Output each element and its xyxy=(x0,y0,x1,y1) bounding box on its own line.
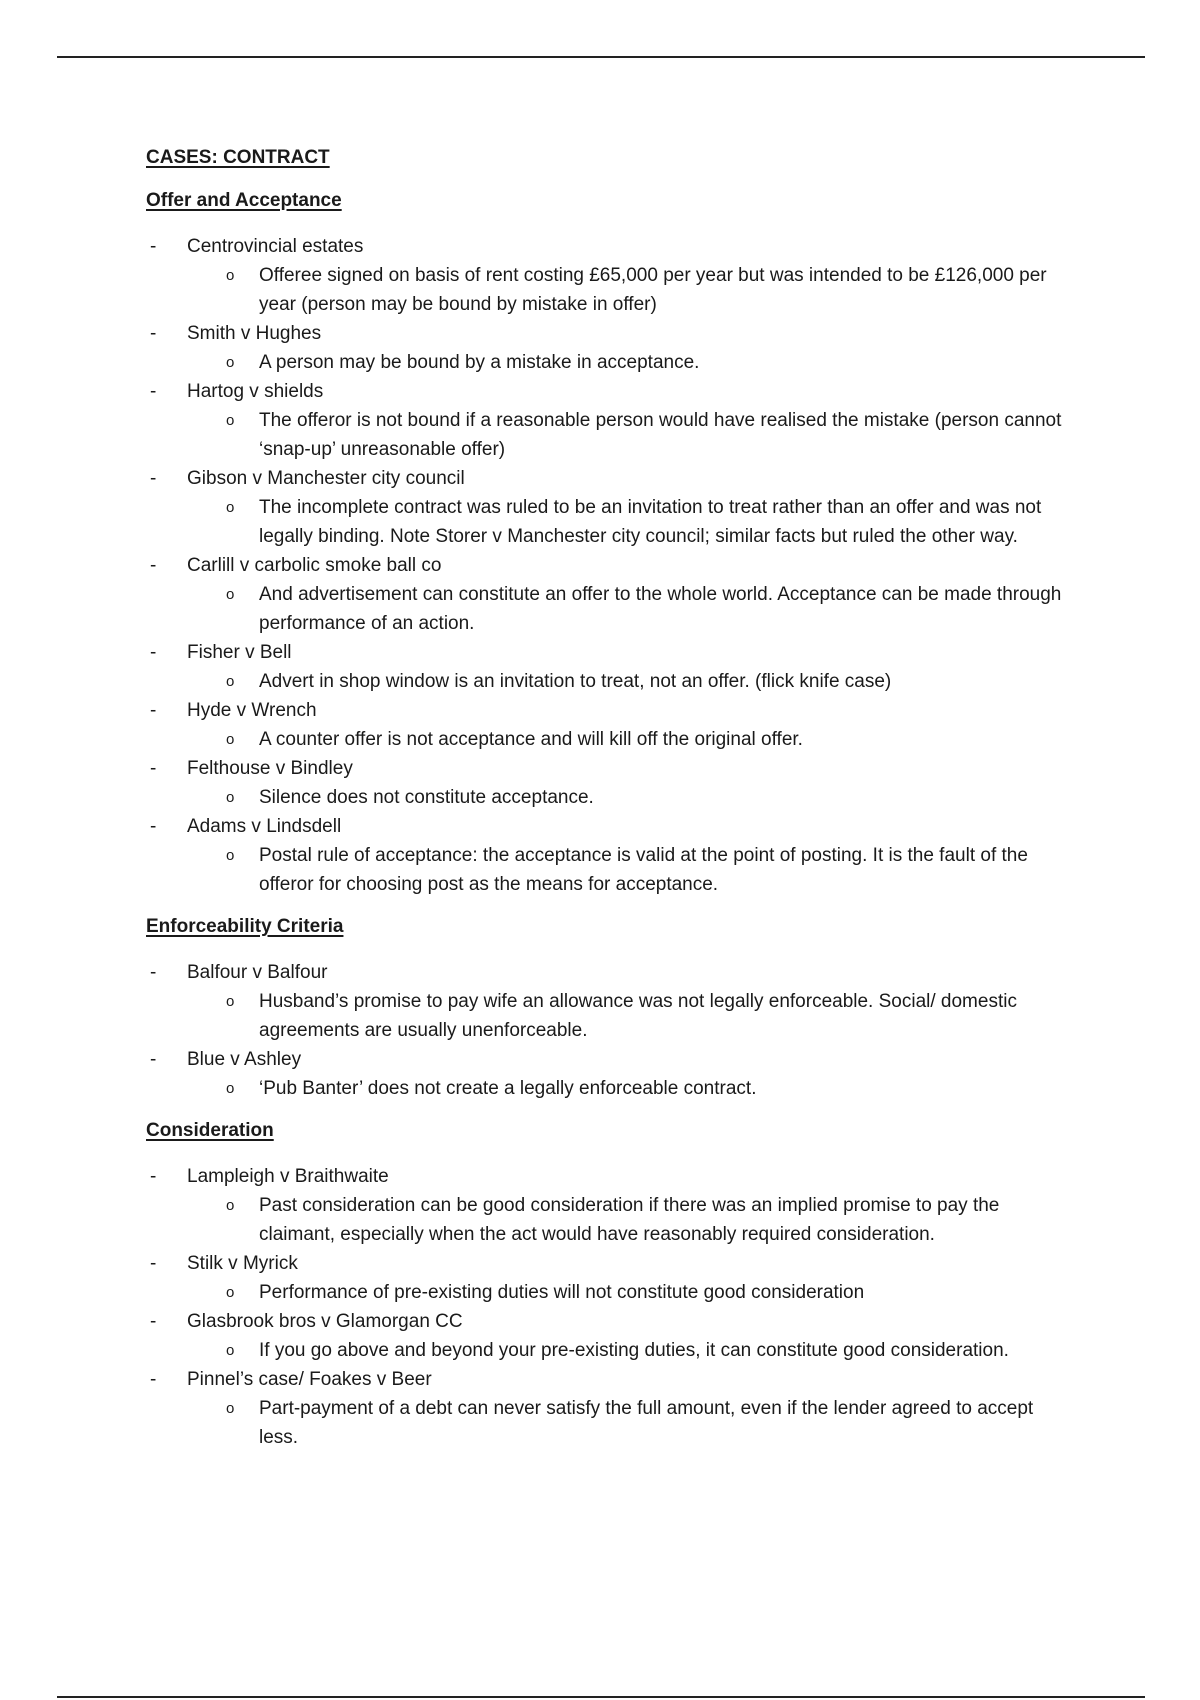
case-note: o A counter offer is not acceptance and will kill off the original offer. xyxy=(226,729,803,750)
case-item: - Felthouse v Bindley xyxy=(150,758,353,779)
case-item: - Lampleigh v Braithwaite xyxy=(150,1166,389,1187)
case-item: - Pinnel’s case/ Foakes v Beer xyxy=(150,1369,432,1390)
case-name: Blue v Ashley xyxy=(187,1049,302,1070)
case-name: Balfour v Balfour xyxy=(187,962,328,983)
case-name: Adams v Lindsdell xyxy=(187,816,342,837)
case-note: o Part-payment of a debt can never satisfy the full amount, even if the lender agreed to accept less. xyxy=(226,1398,1034,1448)
case-item: - Hyde v Wrench xyxy=(150,700,317,721)
case-name: Lampleigh v Braithwaite xyxy=(187,1166,389,1187)
case-note: o And advertisement can constitute an offer to the whole world. Acceptance can be made through performance of an action. xyxy=(226,584,1062,634)
case-item: - Stilk v Myrick xyxy=(150,1253,298,1274)
case-name: Hartog v shields xyxy=(187,381,324,402)
section-heading: Enforceability Criteria xyxy=(146,916,344,937)
case-item: - Adams v Lindsdell xyxy=(150,816,342,837)
case-name: Pinnel’s case/ Foakes v Beer xyxy=(187,1369,432,1390)
case-item: - Gibson v Manchester city council xyxy=(150,468,465,489)
case-note: o Postal rule of acceptance: the acceptance is valid at the point of posting. It is the fault of the offeror for choosing post as the means for acceptance. xyxy=(226,845,1028,895)
case-item: - Smith v Hughes xyxy=(150,323,322,344)
case-name: Felthouse v Bindley xyxy=(187,758,353,779)
case-item: - Glasbrook bros v Glamorgan CC xyxy=(150,1311,463,1332)
case-item: - Hartog v shields xyxy=(150,381,324,402)
page-title: CASES: CONTRACT xyxy=(146,147,330,168)
section-offer-acceptance xyxy=(146,189,1066,899)
case-note: o Silence does not constitute acceptance. xyxy=(226,787,594,808)
case-name: Hyde v Wrench xyxy=(187,700,317,721)
case-item: - Centrovincial estates xyxy=(150,236,364,257)
case-note: o Past consideration can be good consideration if there was an implied promise to pay the claimant, especially when the act would have reasonably required consideration. xyxy=(226,1195,1000,1245)
case-note: o If you go above and beyond your pre-existing duties, it can constitute good consideration. xyxy=(226,1340,1009,1361)
section-enforceability xyxy=(146,915,1066,1103)
case-item: - Balfour v Balfour xyxy=(150,962,328,983)
section-heading: Consideration xyxy=(146,1120,274,1141)
case-note: o Performance of pre-existing duties will not constitute good consideration xyxy=(226,1282,865,1303)
case-note: o The incomplete contract was ruled to be an invitation to treat rather than an offer and was not legally binding. Note Storer v Manchester city council; similar facts but ruled the other way. xyxy=(226,497,1042,547)
case-name: Stilk v Myrick xyxy=(187,1253,298,1274)
case-note: o Advert in shop window is an invitation to treat, not an offer. (flick knife case) xyxy=(226,671,892,692)
case-name: Centrovincial estates xyxy=(187,236,364,257)
case-note: o Offeree signed on basis of rent costing £65,000 per year but was intended to be £126,000 per year (person may be bound by mistake in offer) xyxy=(226,265,1047,315)
section-consideration xyxy=(146,1119,1066,1452)
case-note: o Husband’s promise to pay wife an allowance was not legally enforceable. Social/ domestic agreements are usually unenforceable. xyxy=(226,991,1017,1041)
case-note: o ‘Pub Banter’ does not create a legally enforceable contract. xyxy=(226,1078,757,1099)
section-heading: Offer and Acceptance xyxy=(146,190,342,211)
case-name: Gibson v Manchester city council xyxy=(187,468,465,489)
footer-rule xyxy=(57,1696,1145,1698)
document-body xyxy=(146,146,1066,1468)
case-item: - Blue v Ashley xyxy=(150,1049,302,1070)
case-note: o The offeror is not bound if a reasonable person would have realised the mistake (person cannot ‘snap-up’ unreasonable offer) xyxy=(226,410,1062,460)
case-name: Fisher v Bell xyxy=(187,642,292,663)
case-name: Glasbrook bros v Glamorgan CC xyxy=(187,1311,463,1332)
case-item: - Fisher v Bell xyxy=(150,642,292,663)
case-item: - Carlill v carbolic smoke ball co xyxy=(150,555,442,576)
case-name: Smith v Hughes xyxy=(187,323,322,344)
header-rule xyxy=(57,56,1145,58)
case-note: o A person may be bound by a mistake in acceptance. xyxy=(226,352,700,373)
case-name: Carlill v carbolic smoke ball co xyxy=(187,555,442,576)
